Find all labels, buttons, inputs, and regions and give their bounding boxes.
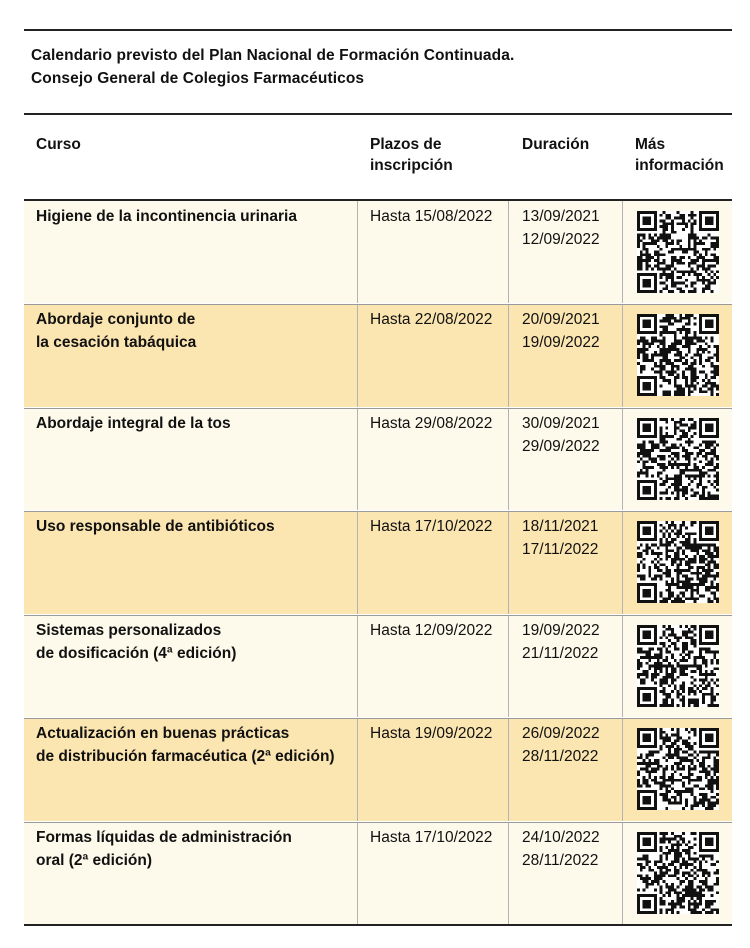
header-duracion-label: Duración [522, 136, 590, 153]
column-divider [357, 511, 358, 614]
duration-start-date: 18/11/2021 [522, 518, 599, 535]
top-rule [24, 29, 732, 31]
course-duration [522, 619, 600, 665]
column-divider [508, 304, 509, 407]
row-divider [24, 408, 732, 409]
column-divider [357, 201, 358, 303]
row-divider [24, 822, 732, 823]
table-row [24, 304, 732, 407]
course-duration [522, 515, 598, 561]
qr-code-icon[interactable] [637, 314, 719, 396]
duration-end-date: 17/11/2022 [522, 541, 599, 558]
duration-end-date: 12/09/2022 [522, 231, 600, 248]
duration-end-date: 28/11/2022 [522, 852, 599, 869]
course-name [36, 308, 196, 354]
qr-code-icon[interactable] [637, 418, 719, 500]
course-name-line: oral (2ª edición) [36, 852, 152, 869]
table-row [24, 718, 732, 821]
column-header-duracion [522, 134, 589, 155]
column-divider [357, 822, 358, 924]
column-header-plazos [370, 134, 453, 176]
table-row [24, 822, 732, 924]
duration-end-date: 29/09/2022 [522, 438, 600, 455]
registration-deadline: Hasta 17/10/2022 [370, 829, 493, 846]
course-duration [522, 308, 600, 354]
header-plazos-line-2: inscripción [370, 157, 453, 174]
column-divider [357, 718, 358, 821]
registration-deadline: Hasta 29/08/2022 [370, 415, 493, 432]
duration-start-date: 20/09/2021 [522, 311, 600, 328]
table-row [24, 511, 732, 614]
row-divider [24, 718, 732, 719]
course-name-line: la cesación tabáquica [36, 334, 197, 351]
course-name [36, 205, 297, 228]
column-divider [622, 201, 623, 303]
bottom-rule [24, 924, 732, 926]
course-name [36, 619, 236, 665]
duration-start-date: 13/09/2021 [522, 208, 600, 225]
column-divider [508, 201, 509, 303]
row-divider [24, 304, 732, 305]
column-divider [622, 615, 623, 717]
qr-code-icon[interactable] [637, 625, 719, 707]
header-mas-line-2: información [635, 157, 724, 174]
column-divider [622, 511, 623, 614]
course-name [36, 515, 275, 538]
header-curso-label: Curso [36, 136, 81, 153]
column-header-mas-informacion [635, 134, 724, 176]
duration-end-date: 28/11/2022 [522, 748, 599, 765]
course-name-line: Formas líquidas de administración [36, 829, 292, 846]
course-name-line: de dosificación (4ª edición) [36, 645, 237, 662]
duration-start-date: 30/09/2021 [522, 415, 600, 432]
registration-deadline: Hasta 15/08/2022 [370, 208, 493, 225]
course-name [36, 412, 231, 435]
column-divider [357, 408, 358, 510]
table-row [24, 615, 732, 717]
column-header-curso [36, 134, 81, 155]
course-name-line: de distribución farmacéutica (2ª edición) [36, 748, 335, 765]
page-title [31, 44, 721, 90]
title-line-2: Consejo General de Colegios Farmacéuticos [31, 70, 365, 87]
registration-deadline: Hasta 17/10/2022 [370, 518, 493, 535]
column-divider [508, 615, 509, 717]
title-line-1: Calendario previsto del Plan Nacional de Formación Continuada. [31, 47, 515, 64]
duration-end-date: 19/09/2022 [522, 334, 600, 351]
column-divider [357, 304, 358, 407]
column-divider [622, 408, 623, 510]
qr-code-icon[interactable] [637, 211, 719, 293]
qr-code-icon[interactable] [637, 728, 719, 810]
registration-deadline: Hasta 12/09/2022 [370, 622, 493, 639]
course-duration [522, 722, 600, 768]
course-name [36, 722, 335, 768]
header-plazos-line-1: Plazos de [370, 136, 442, 153]
column-divider [508, 822, 509, 924]
course-duration [522, 205, 600, 251]
course-duration [522, 826, 600, 872]
qr-code-icon[interactable] [637, 832, 719, 914]
column-divider [508, 718, 509, 821]
course-name-line: Actualización en buenas prácticas [36, 725, 290, 742]
column-divider [508, 511, 509, 614]
column-divider [622, 718, 623, 821]
header-top-rule [24, 113, 732, 115]
column-divider [622, 822, 623, 924]
course-name-line: Abordaje integral de la tos [36, 415, 231, 432]
column-divider [622, 304, 623, 407]
duration-end-date: 21/11/2022 [522, 645, 599, 662]
registration-deadline: Hasta 19/09/2022 [370, 725, 493, 742]
duration-start-date: 19/09/2022 [522, 622, 600, 639]
registration-deadline: Hasta 22/08/2022 [370, 311, 493, 328]
row-divider [24, 511, 732, 512]
table-row [24, 201, 732, 303]
duration-start-date: 26/09/2022 [522, 725, 600, 742]
course-name-line: Abordaje conjunto de [36, 311, 196, 328]
table-row [24, 408, 732, 510]
course-name [36, 826, 292, 872]
row-divider [24, 615, 732, 616]
course-duration [522, 412, 600, 458]
duration-start-date: 24/10/2022 [522, 829, 600, 846]
header-mas-line-1: Más [635, 136, 666, 153]
column-divider [357, 615, 358, 717]
course-name-line: Uso responsable de antibióticos [36, 518, 275, 535]
qr-code-icon[interactable] [637, 521, 719, 603]
course-name-line: Sistemas personalizados [36, 622, 222, 639]
column-divider [508, 408, 509, 510]
course-name-line: Higiene de la incontinencia urinaria [36, 208, 297, 225]
